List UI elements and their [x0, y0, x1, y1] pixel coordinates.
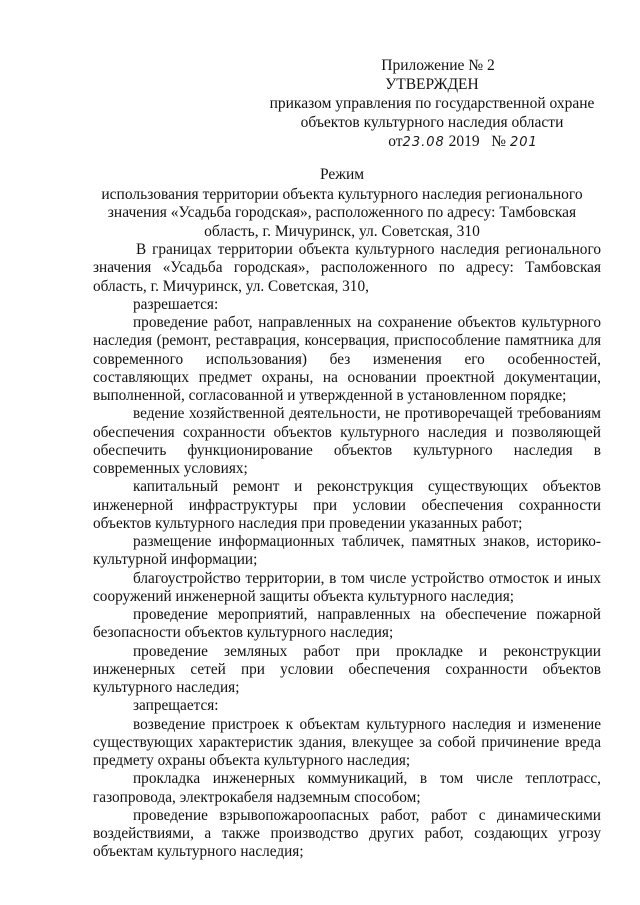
number-prefix: № [491, 133, 507, 150]
prohibited-item: возведение пристроек к объектам культурного наследия и изменение существующих характеристик здания, влекущее за собой причинение вреда предмету охраны объекта культурного наследия; [93, 715, 601, 769]
permitted-item: капитальный ремонт и реконструкция существующих объектов инженерной инфраструктуры при условии обеспечения сохранности объектов культурного наследия при проведении указанных работ; [93, 478, 601, 532]
handwritten-number: 201 [509, 135, 538, 150]
regime-subtitle-line: значения «Усадьба городская», расположенного по адресу: Тамбовская [107, 204, 577, 221]
permitted-item: проведение работ, направленных на сохранение объектов культурного наследия (ремонт, реставрация, консервация, приспособление памятника для современного использования) без изменения его особенностей, составляющих предмет охраны, на основании проектной документации, выполненной, согласованной и утвержденной в установленном порядке; [93, 314, 601, 404]
permitted-item: благоустройство территории, в том числе устройство отмосток и иных сооружений инженерной защиты объекта культурного наследия; [93, 569, 601, 605]
approval-date-line [262, 132, 602, 152]
permitted-item: проведение мероприятий, направленных на обеспечение пожарной безопасности объектов культурного наследия; [93, 606, 601, 642]
approved-label: УТВЕРЖДЕН [385, 76, 479, 93]
regime-subtitle-line: область, г. Мичуринск, ул. Советская, 310 [204, 222, 480, 240]
handwritten-date: 23.08 [402, 135, 445, 150]
approval-order-line: приказом управления по государственной охране [269, 95, 595, 112]
date-prefix: от [388, 133, 403, 150]
approval-authority-line: объектов культурного наследия области [300, 114, 564, 131]
permitted-heading: разрешается: [133, 295, 219, 313]
appendix-number: Приложение № 2 [381, 57, 495, 74]
document-body [93, 241, 601, 862]
prohibited-item: прокладка инженерных коммуникаций, в том числе теплотрасс, газопровода, электрокабеля надземным способом; [93, 770, 601, 806]
regime-title: Режим [319, 166, 365, 183]
permitted-item: размещение информационных табличек, памятных знаков, историко-культурной информации; [93, 533, 601, 569]
date-year: 2019 [448, 133, 480, 150]
intro-paragraph: В границах территории объекта культурного наследия регионального значения «Усадьба городская», расположенного по адресу: Тамбовская область, г. Мичуринск, ул. Советская, 310, [93, 241, 601, 295]
prohibited-item: проведение взрывопожароопасных работ, работ с динамическими воздействиями, а также производство других работ, создающих угрозу объектам культурного наследия; [93, 806, 601, 861]
permitted-item: ведение хозяйственной деятельности, не противоречащей требованиям обеспечения сохранности объектов культурного наследия и позволяющей обеспечить функционирование объектов культурного наследия в современных условиях; [93, 405, 601, 477]
permitted-item: проведение земляных работ при прокладке и реконструкции инженерных сетей при условии обеспечения сохранности объектов культурного наследия; [93, 642, 601, 696]
regime-heading [92, 166, 592, 241]
approval-block [262, 56, 602, 152]
regime-subtitle-line: использования территории объекта культурного наследия регионального [101, 185, 583, 203]
prohibited-heading: запрещается: [133, 697, 219, 715]
